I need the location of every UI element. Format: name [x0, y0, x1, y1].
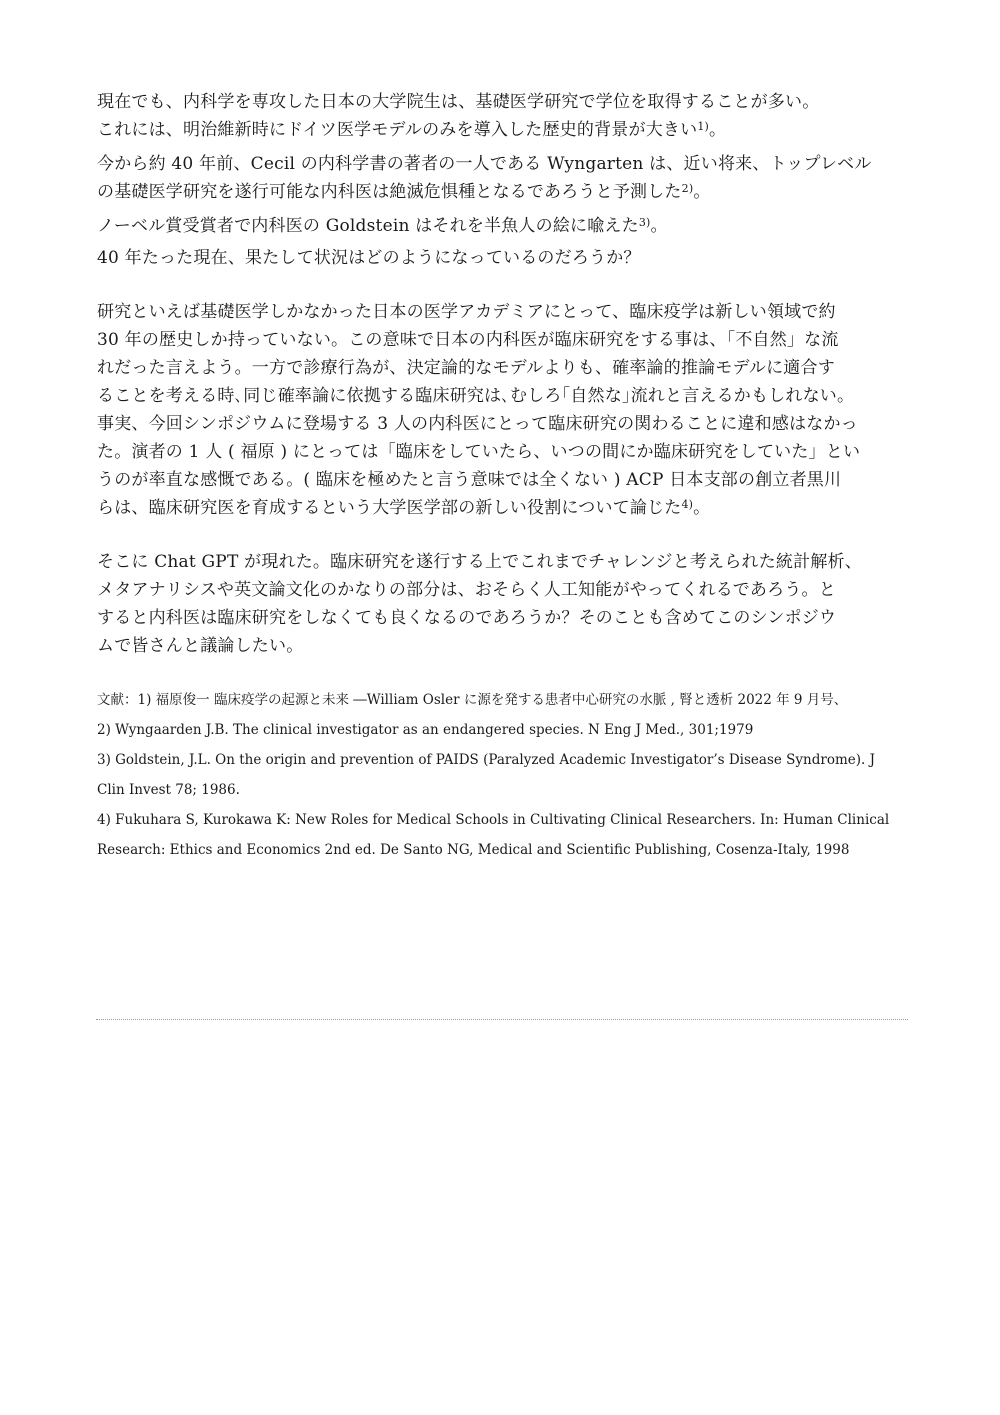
text-line-body: ノーベル賞受賞者で内科医の Goldstein はそれを半魚人の絵に喩えた: [97, 216, 639, 236]
text-line-body: の基礎医学研究を遂行可能な内科医は絶滅危惧種となるであろうと予測した: [97, 182, 682, 202]
intro-paragraph-3: [97, 212, 915, 240]
text-line: メタアナリシスや英文論文化のかなりの部分は、おそらく人工知能がやってくれるであろう。と: [97, 580, 836, 600]
text-line: [97, 212, 915, 240]
text-line: そこに Chat GPT が現れた。臨床研究を遂行する上でこれまでチャレンジと考えられた統計解析、: [97, 552, 862, 572]
text-line-body: これには、明治維新時にドイツ医学モデルのみを導入した歴史的背景が大きい: [97, 120, 698, 140]
text-line: た。演者の 1 人 ( 福原 ) にとっては「臨床をしていたら、いつの間にか臨床研究をしていた」とい: [97, 442, 861, 462]
text-line: 現在でも、内科学を専攻した日本の大学院生は、基礎医学研究で学位を取得することが多い。: [97, 92, 820, 112]
text-line-end: 。: [693, 182, 711, 202]
section-2-paragraph: [97, 298, 915, 522]
reference-item-4: 4) Fukuhara S, Kurokawa K: New Roles for Medical Schools in Cultivating Clinical Researchers. In: Human Clinical: [97, 812, 890, 828]
intro-paragraph-4: [97, 244, 915, 272]
text-line: 40 年たった現在、果たして状況はどのようになっているのだろうか？: [97, 248, 641, 268]
text-line: [97, 178, 915, 206]
text-line: 研究といえば基礎医学しかなかった日本の医学アカデミアにとって、臨床疫学は新しい領域で約: [97, 302, 836, 322]
reference-item-1: 文献：1) 福原俊一 臨床疫学の起源と未来 ―William Osler に源を発する患者中心研究の水脈 , 腎と透析 2022 年 9 月号、: [97, 692, 848, 708]
text-line: [97, 116, 915, 144]
citation-marker: 1): [697, 120, 710, 133]
text-line: 30 年の歴史しか持っていない。この意味で日本の内科医が臨床研究をする事は、「不自然」な流: [97, 330, 839, 350]
text-line: ることを考える時､同じ確率論に依拠する臨床研究は､むしろ｢自然な｣流れと言えるかもしれない｡: [97, 386, 846, 406]
document-body: [97, 88, 915, 862]
text-line: 事実、今回シンポジウムに登場する 3 人の内科医にとって臨床研究の関わることに違和感はなかっ: [97, 414, 858, 434]
references-list: [97, 688, 915, 862]
reference-item-3-continued: Clin Invest 78; 1986.: [97, 782, 240, 798]
text-line: すると内科医は臨床研究をしなくても良くなるのであろうか？そのことも含めてこのシンポジウ: [97, 608, 837, 628]
citation-marker: 3): [638, 216, 651, 229]
text-line: ムで皆さんと議論したい。: [97, 636, 304, 656]
text-line: [97, 494, 915, 522]
text-line: うのが率直な感慨である。( 臨床を極めたと言う意味では全くない ) ACP 日本支部の創立者黒川: [97, 470, 842, 490]
intro-paragraph-2: [97, 150, 915, 206]
citation-marker: 2): [681, 182, 694, 195]
text-line-end: 。: [693, 498, 711, 518]
reference-item-3: 3) Goldstein, J.L. On the origin and prevention of PAIDS (Paralyzed Academic Investigator’s Disease Syndrome). J: [97, 752, 876, 768]
reference-item-2: 2) Wyngaarden J.B. The clinical investigator as an endangered species. N Eng J Med., 301;1979: [97, 722, 754, 738]
intro-paragraph-1: [97, 88, 915, 144]
section-3-paragraph: [97, 548, 915, 660]
text-line-end: 。: [709, 120, 727, 140]
text-line: 今から約 40 年前、Cecil の内科学書の著者の一人である Wyngarten は、近い将来、トップレベル: [97, 154, 872, 174]
text-line: れだった言えよう。一方で診療行為が、決定論的なモデルよりも、確率論的推論モデルに適合す: [97, 358, 835, 378]
citation-marker: 4): [681, 498, 694, 511]
text-line-body: らは、臨床研究医を育成するという大学医学部の新しい役割について論じた: [97, 498, 682, 518]
reference-item-4-continued: Research: Ethics and Economics 2nd ed. De Santo NG, Medical and Scientific Publishing, Cosenza-Italy, 1998: [97, 842, 850, 858]
text-line-end: 。: [650, 216, 668, 236]
dotted-divider: [96, 1019, 908, 1020]
